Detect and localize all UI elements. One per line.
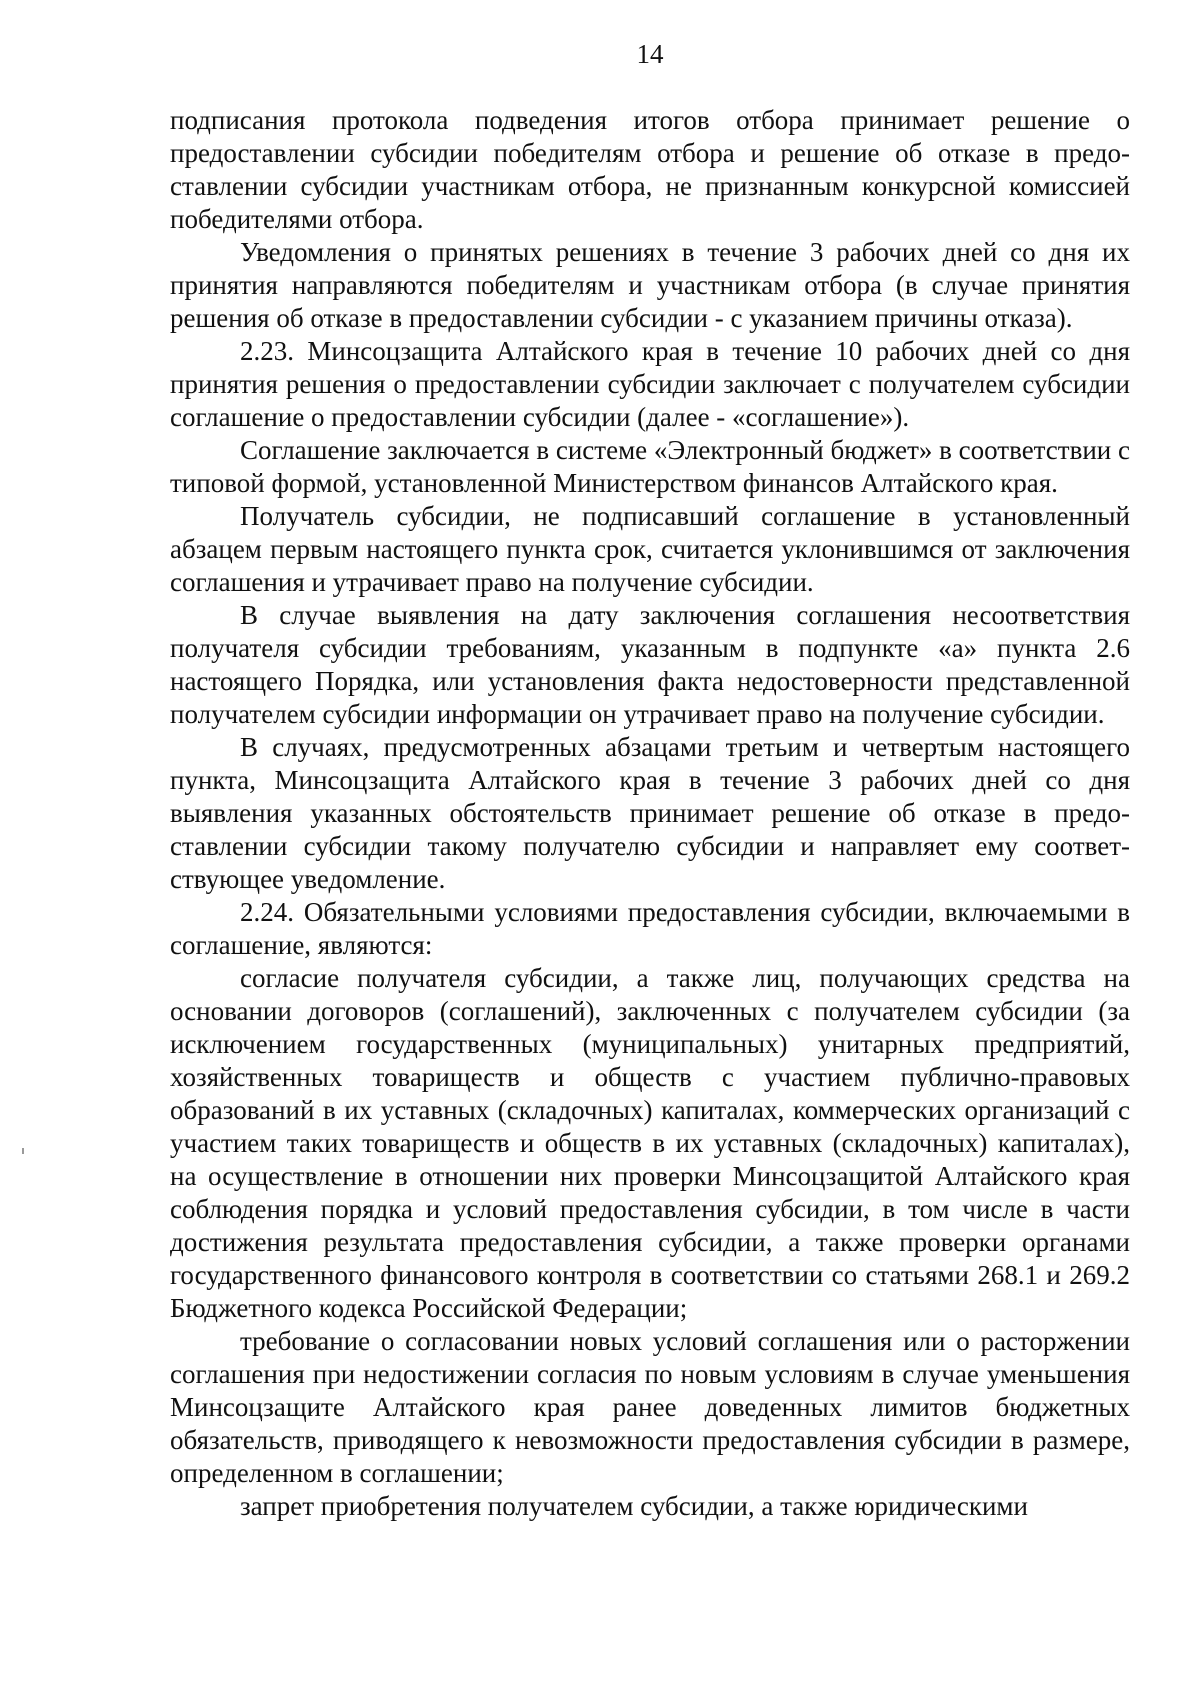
paragraph-continuation: подписания протокола подведения итогов отбора принимает решение о предоставлении субсидии победителям отбора и решение об отказе в предоставлении субсидии участникам отбора, не признанным конкурсной комиссией победителями отбора.	[170, 105, 1130, 234]
paragraph-consent-condition: согласие получателя субсидии, а также лиц, получающих средства на основании договоров (соглашений), заключенных с получателем субсидии (за исключением государственных (муниципальных) унитарных предприятий, хозяйственных товариществ и обществ с участием публично-правовых образований в их уставных (складочных) капиталах, коммерческих организаций с участием таких товариществ и обществ в их уставных (складочных) капиталах), на осуществление в отношении них проверки Минсоцзащитой Алтайского края соблюдения порядка и условий предоставления субсидии, в том числе в части достижения результата предоставления субсидии, а также проверки органами государственного финансового контроля в соответствии со статьями 268.1 и 269.2 Бюджетного кодекса Российской Федерации;	[170, 963, 1130, 1323]
paragraph-notifications: Уведомления о принятых решениях в течение 3 рабочих дней со дня их принятия направляются победителям и участникам отбора (в случае принятия решения об отказе в предоставлении субсидии - с указанием причины отказа).	[170, 237, 1130, 333]
paragraph-2-24: 2.24. Обязательными условиями предоставления субсидии, включаемыми в соглашение, являются:	[170, 897, 1130, 960]
scan-mark	[22, 1148, 24, 1154]
paragraph-renegotiation-condition: требование о согласовании новых условий соглашения или о расторжении соглашения при недостижении согласия по новым условиям в случае уменьшения Минсоцзащите Алтайского края ранее доведенных лимитов бюджетных обязательств, приводящего к невозможности предоставления субсидии в размере, определенном в соглашении;	[170, 1326, 1130, 1488]
document-page	[170, 38, 1130, 1523]
paragraph-non-compliance: В случае выявления на дату заключения соглашения несоответствия получателя субсидии требованиям, указанным в подпункте «а» пункта 2.6 настоящего Порядка, или установления факта недостоверности представленной получателем субсидии информации он утрачивает право на получение субсидии.	[170, 600, 1130, 729]
paragraph-electronic-budget: Соглашение заключается в системе «Электронный бюджет» в соответствии с типовой формой, установленной Министерством финансов Алтайского края.	[170, 435, 1130, 498]
paragraph-refusal-decision: В случаях, предусмотренных абзацами третьим и четвертым настоящего пункта, Минсоцзащита Алтайского края в течение 3 рабочих дней со дня выявления указанных обстоятельств принимает решение об отказе в предоставлении субсидии такому получателю субсидии и направляет ему соответствующее уведомление.	[170, 732, 1130, 894]
paragraph-unsigned-agreement: Получатель субсидии, не подписавший соглашение в установленный абзацем первым настоящего пункта срок, считается уклонившимся от заключения соглашения и утрачивает право на получение субсидии.	[170, 501, 1130, 597]
paragraph-2-23: 2.23. Минсоцзащита Алтайского края в течение 10 рабочих дней со дня принятия решения о предоставлении субсидии заключает с получателем субсидии соглашение о предоставлении субсидии (далее - «соглашение»).	[170, 336, 1130, 432]
paragraph-purchase-ban: запрет приобретения получателем субсидии, а также юридическими	[240, 1491, 1028, 1521]
page-number: 14	[636, 39, 664, 69]
